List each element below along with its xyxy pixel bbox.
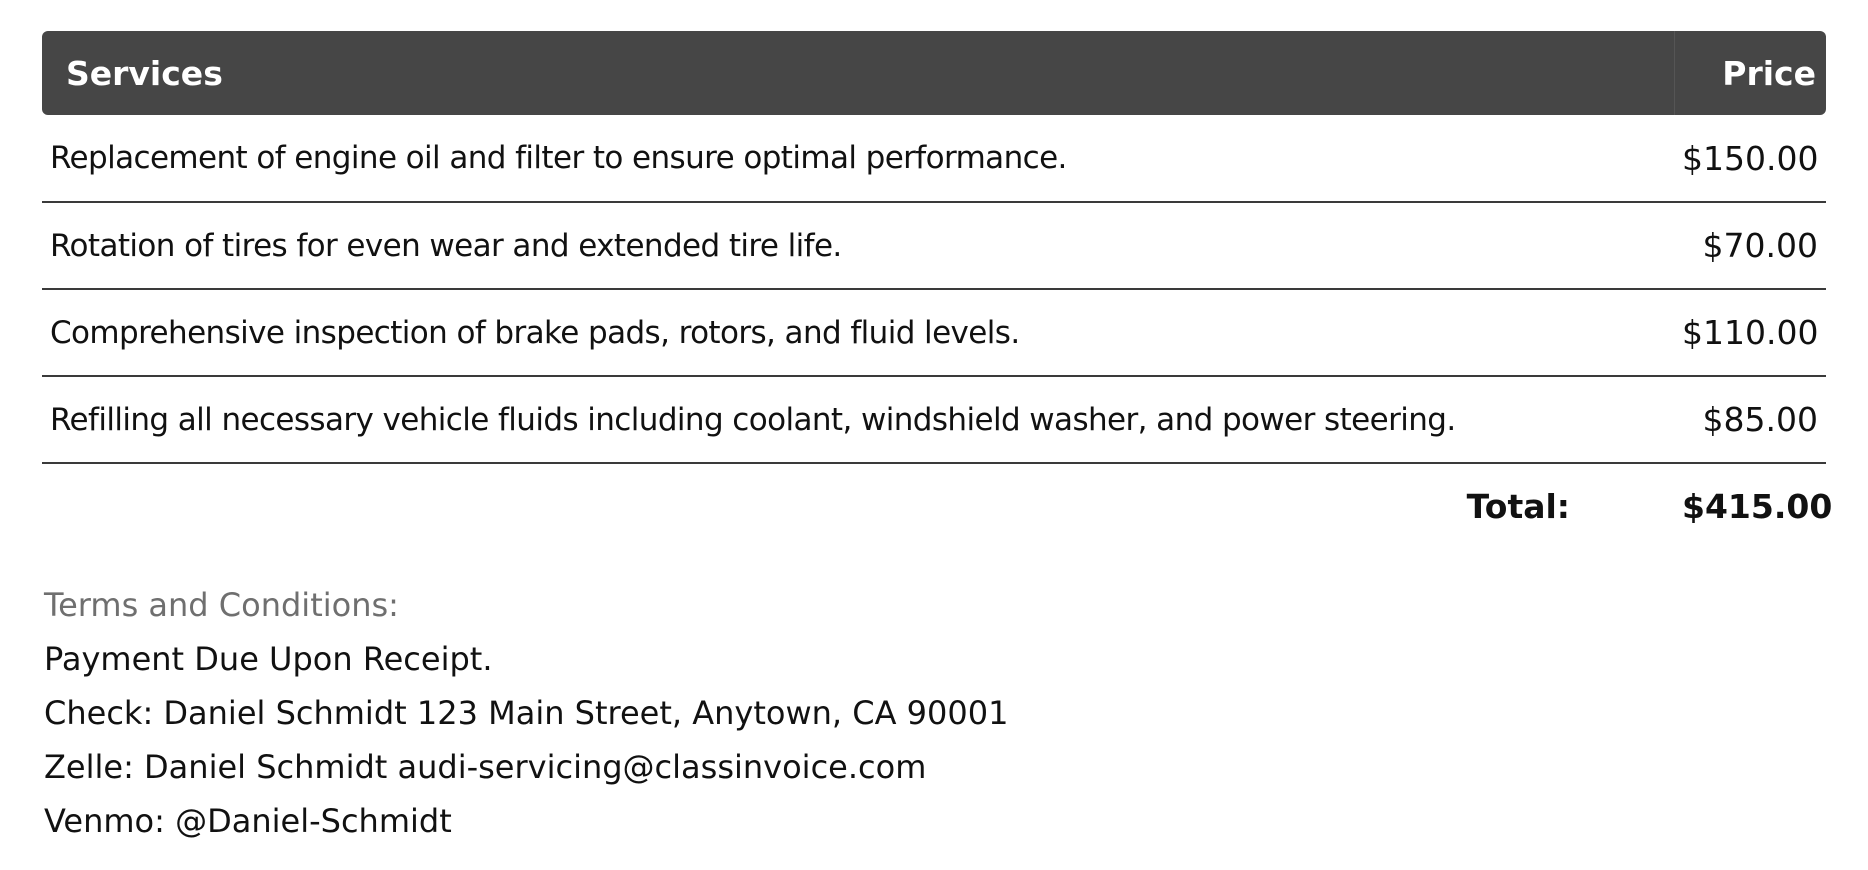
table-row (42, 115, 1826, 202)
total-row (42, 463, 1826, 549)
terms-and-conditions (44, 578, 1244, 848)
total-label: Total: (1466, 487, 1570, 526)
services-table-header (42, 31, 1826, 115)
services-table-body (42, 115, 1826, 463)
service-description: Refilling all necessary vehicle fluids including coolant, windshield washer, and power steering. (42, 376, 1674, 463)
table-row (42, 202, 1826, 289)
services-column-header: Services (42, 31, 1674, 115)
terms-payment-due: Payment Due Upon Receipt. (44, 640, 493, 678)
service-price: $70.00 (1674, 202, 1826, 289)
service-description: Replacement of engine oil and filter to ensure optimal performance. (42, 115, 1674, 202)
header-row (42, 31, 1826, 115)
table-row (42, 289, 1826, 376)
price-column-header: Price (1674, 31, 1826, 115)
total-value: $415.00 (1682, 487, 1833, 526)
terms-heading: Terms and Conditions: (44, 586, 399, 624)
terms-venmo-info: Venmo: @Daniel-Schmidt (44, 802, 452, 840)
service-price: $85.00 (1674, 376, 1826, 463)
service-price: $150.00 (1674, 115, 1826, 202)
services-table (42, 31, 1833, 549)
table-row (42, 376, 1826, 463)
service-price: $110.00 (1674, 289, 1826, 376)
terms-check-info: Check: Daniel Schmidt 123 Main Street, Anytown, CA 90001 (44, 694, 1009, 732)
service-description: Rotation of tires for even wear and extended tire life. (42, 202, 1674, 289)
service-description: Comprehensive inspection of brake pads, rotors, and fluid levels. (42, 289, 1674, 376)
terms-zelle-info: Zelle: Daniel Schmidt audi-servicing@classinvoice.com (44, 748, 927, 786)
services-table-footer (42, 463, 1833, 549)
